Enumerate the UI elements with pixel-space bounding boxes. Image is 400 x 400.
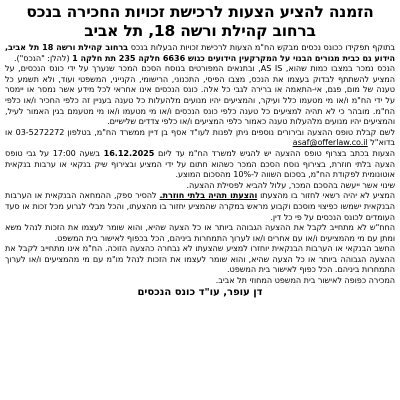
paragraph-no-obligation: החח"ש לא מתחייב לקבל את ההצעה הגבוהה ביותר או כל הצעה שהיא, והוא שומר לעצמו את הזכות לנהל משא ומתן עם מי מהמציעים ו/או עם אחרים ו/או לערוך התמחרות ביניהם, הכל בכפוף לאישור בית המשפט. — [5, 222, 395, 243]
paragraph-court-approval: המכירה כפופה לאישור בית המשפט המחוזי תל אביב. — [215, 275, 395, 286]
signature-receiver: דן עופר, עו"ד כונס הנכסים — [137, 286, 263, 298]
submission-deadline-date: 16.12.2025 — [103, 147, 155, 158]
irrevocable-terms-text: להסיר ספק, ההמחאה הבנקאית או הערבות הבנקאית ישמשו כפיצוי מוסכם וקבוע מראש במקרה שהמציע יחזור בו מהצעתו, והכל מבלי לגרוע מכל זכות או סעד העומדים לכונס הנכסים על פי כל דין. — [5, 190, 395, 222]
contact-intro-text: לשם קבלת טופס ההצעה ובירורים נוספים ניתן לפנות לעו"ד אסף בן דיין ממשרד הח"מ, בטלפון — [64, 126, 395, 137]
irrevocable-intro-text: המציע לא יהיה רשאי לחזור בו מהצעתו — [257, 190, 395, 201]
submission-intro-text: הצעות בכתב בצרוף טופס ההצעה יש להגיש למשרד הח"מ עד ליום — [154, 147, 395, 158]
irrevocable-bold-text: והצעתו תהיה בלתי חוזרת. — [159, 190, 258, 201]
paragraph-irrevocable — [5, 190, 395, 222]
property-intro-text: בתוקף תפקידו ככונס נכסים מבקש הח"מ הצעות לרכישת זכויות הבעלות בנכס — [128, 42, 395, 52]
title-line-2: ברחוב קהילת ורשה 18, תל אביב — [84, 22, 316, 40]
notice-title — [5, 3, 395, 41]
paragraph-guarantee-return: החשב הבנקאי או הערבות הבנקאית יוחזרו למציע שהצעתו לא נבחרה כהצעה הזוכה. הח"מ אינו מתחייב לקבל את ההצעה הגבוהה ביותר או כל הצעה שהיא, והוא שומר לעצמו את הזכות לנהל מו"מ עם מי מהמציעים ו/או לערוך התמחרות ביניהם. הכל כפוף לאישור בית המשפט. — [5, 243, 395, 275]
contact-email-prefix: או בדוא"ל — [5, 126, 395, 148]
contact-phone[interactable]: 03-5272272 — [15, 126, 65, 137]
paragraph-as-is: הנכס נמכר במצבו כמות שהוא, AS IS, ובתנאים המפורטים בנוסח הסכם המכר שנערך על ידי כונס הנכסים, על המציע להשתתף לבדוק בעצמו את הנכס, מצבו הפיסי, התכנוני, הרישומי, הקנייני, המשפטי ועוד, ולא תשמע כל טענה של מום, פגם, אי-התאמה או ברירה לגבי כל אלה. כונס הנכסים אינו אחראי לכל מידע אשר נמסר או יימסר על ידי הח"מ ו/או מי מטעמו כלל ועיקר, והמציעים יהיו מנועים מלהעלות כל טענה בעניין זה כלפי החכיר ו/או כלפי הח"מ. מובהר כי לא תהיה למציעים כל טענה כלפי כונס הנכסים ו/או מי מטעמו ו/או מי מטעמם בגין האמור לעיל, והמציעים יהיו מנועים מלהעלות טענה כאמור כלפי המציעים ו/או כלפי צדדים שלישיים. — [5, 63, 395, 127]
contact-email-link[interactable]: asaf@offerlaw.co.il — [292, 137, 368, 148]
submission-terms-text: בשעה 17:00 על גבי טופס הצעה בלתי חוזרת, בצירוף נוסח הסכם המכר כשהוא חתום על ידי המציע ובצירוף שיק בנקאי או ערבות בנקאית אוטונומית לפקודת הח"מ, בסכום השווה ל-10% מהסכום המוצע. — [5, 147, 395, 180]
title-line-1: הזמנה להציע הצעות לרכישת זכויות החכירה בנכס — [26, 3, 374, 21]
paragraph-submission — [5, 148, 395, 180]
paragraph-changes: שינוי אשר ייעשה בהסכם המכר, עלול להביא לפסילת ההצעה. — [186, 179, 395, 190]
property-defined-term: (להלן: "הנכס"). — [13, 52, 73, 63]
paragraph-contact — [5, 127, 395, 148]
property-address: ברחוב קהילת ורשה 18 תל אביב, הידוע גם כבית מגורים הבנוי על המקרקעין הידועים כגוש 6636 חלקה 235 תת חלקה 1 — [5, 42, 395, 63]
paragraph-property — [5, 42, 395, 63]
notice-body — [5, 42, 395, 286]
